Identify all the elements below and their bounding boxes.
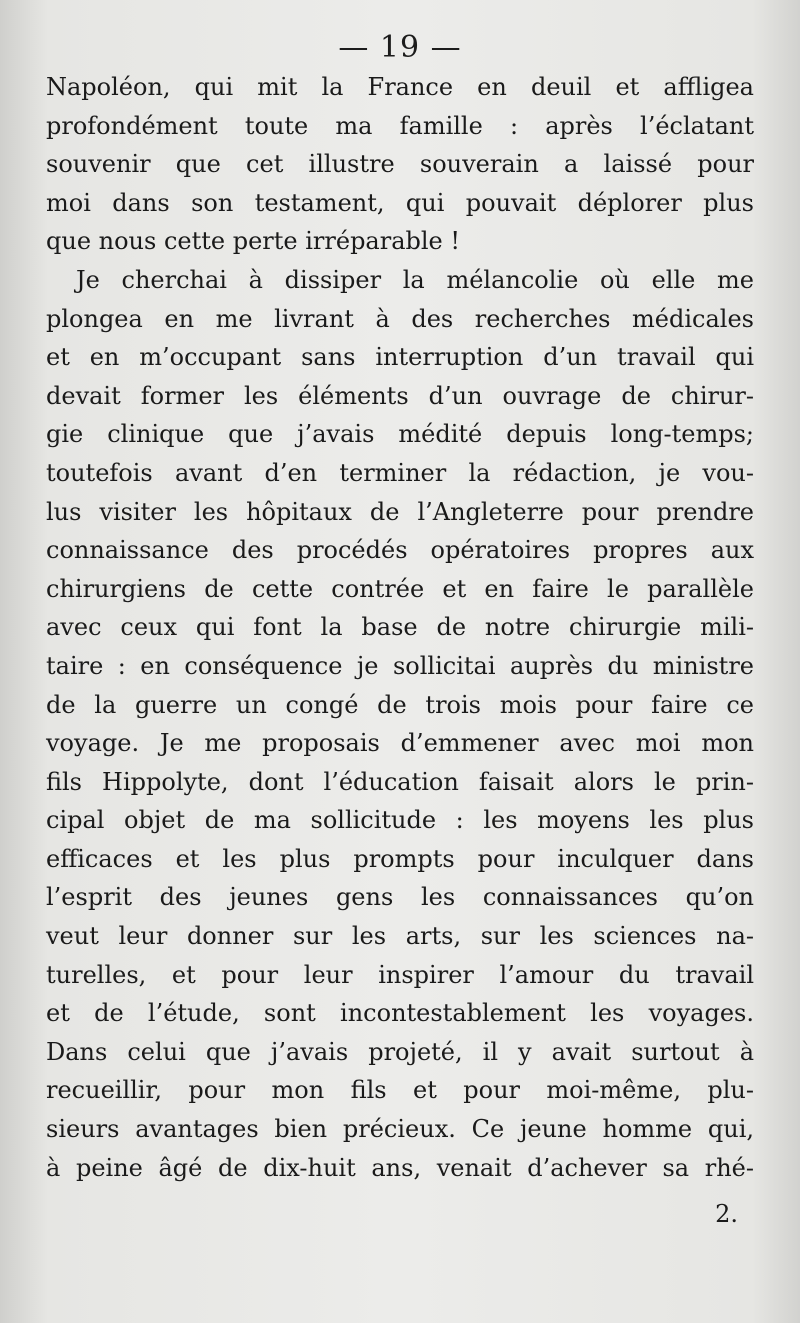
text-line: Napoléon, qui mit la France en deuil et affligea [46,73,754,101]
text-line: à peine âgé de dix-huit ans, venait d’achever sa rhé- [46,1153,754,1182]
text-line: Dans celui que j’avais projeté, il y avait surtout à [46,1037,754,1066]
text-line: lus visiter les hôpitaux de l’Angleterre pour prendre [46,497,754,526]
text-line: et de l’étude, sont incontestablement les voyages. [46,999,754,1028]
text-line: connaissance des procédés opératoires propres aux [46,536,754,565]
text-line: l’esprit des jeunes gens les connaissances qu’on [46,883,754,912]
body-text [46,68,754,1187]
text-line: devait former les éléments d’un ouvrage de chirur- [46,381,754,410]
text-line: veut leur donner sur les arts, sur les sciences na- [46,922,754,951]
text-line: avec ceux qui font la base de notre chirurgie mili- [46,613,754,642]
text-line: moi dans son testament, qui pouvait déplorer plus [46,188,754,217]
text-line: taire : en conséquence je sollicitai auprès du ministre [46,651,754,680]
text-line: profondément toute ma famille : après l’éclatant [46,111,754,140]
text-line: chirurgiens de cette contrée et en faire le parallèle [46,574,754,603]
text-line: Je cherchai à dissiper la mélancolie où elle me [76,265,754,294]
signature-mark: 2. [715,1200,738,1228]
text-line: toutefois avant d’en terminer la rédaction, je vou- [46,458,754,487]
text-line: turelles, et pour leur inspirer l’amour du travail [46,960,754,989]
text-line: de la guerre un congé de trois mois pour faire ce [46,690,754,719]
text-line: fils Hippolyte, dont l’éducation faisait alors le prin- [46,767,754,796]
page-number: — 19 — [338,30,462,65]
text-line: recueillir, pour mon fils et pour moi-même, plu- [46,1076,754,1105]
text-line: et en m’occupant sans interruption d’un travail qui [46,343,754,372]
text-line: sieurs avantages bien précieux. Ce jeune homme qui, [46,1115,754,1144]
text-line: gie clinique que j’avais médité depuis long-temps; [46,420,754,449]
text-line: que nous cette perte irréparable ! [46,227,461,256]
text-line: souvenir que cet illustre souverain a laissé pour [46,150,754,179]
text-line: voyage. Je me proposais d’emmener avec moi mon [46,729,754,758]
text-line: cipal objet de ma sollicitude : les moyens les plus [46,806,754,835]
text-line: plongea en me livrant à des recherches médicales [46,304,754,333]
text-line: efficaces et les plus prompts pour inculquer dans [46,844,754,873]
